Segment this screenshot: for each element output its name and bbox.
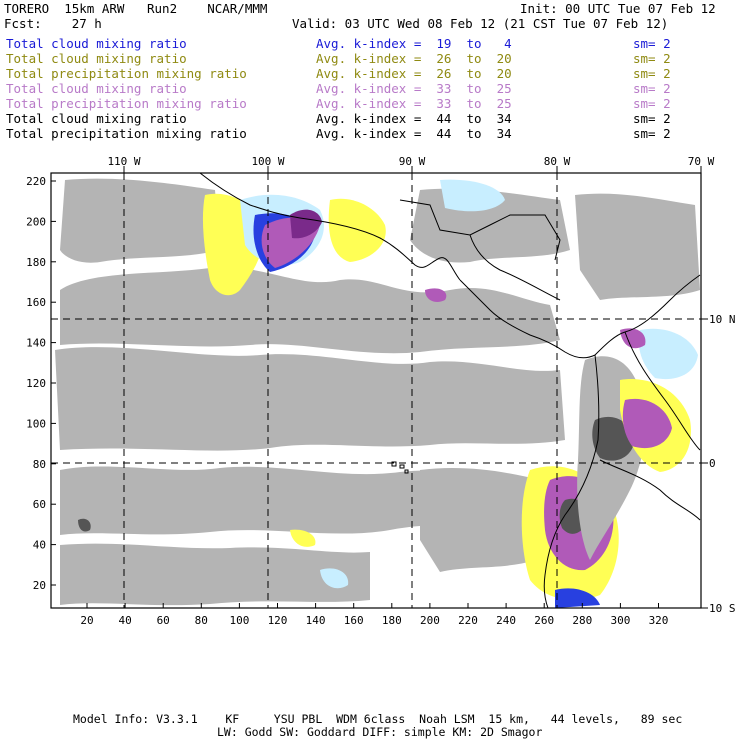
forecast-hour: Fcst: 27 h (4, 16, 102, 31)
bottom-tick-label: 240 (496, 614, 517, 627)
bottom-tick-label: 280 (572, 614, 593, 627)
bottom-tick-label: 180 (381, 614, 402, 627)
legend-k-index: Avg. k-index = 33 to 25 (316, 96, 512, 111)
bottom-tick-label: 120 (267, 614, 288, 627)
left-tick-label: 40 (32, 538, 46, 552)
legend-field-label: Total cloud mixing ratio (6, 36, 187, 51)
init-time: Init: 00 UTC Tue 07 Feb 12 (520, 1, 716, 16)
bottom-tick-label: 220 (458, 614, 478, 627)
right-tick-label: 10 S (709, 602, 736, 615)
left-tick-label: 60 (32, 498, 46, 512)
physics-info: LW: Godd SW: Goddard DIFF: simple KM: 2D Smagor (217, 725, 543, 739)
map-panel (0, 150, 740, 655)
right-tick-label: 0 (709, 457, 716, 470)
legend-smoothing: sm= 2 (633, 36, 671, 51)
bottom-tick-label: 20 (80, 614, 94, 627)
legend-smoothing: sm= 2 (633, 126, 671, 141)
left-tick-label: 220 (26, 175, 46, 188)
top-tick-label: 70 W (687, 155, 715, 168)
legend-smoothing: sm= 2 (633, 81, 671, 96)
legend-smoothing: sm= 2 (633, 111, 671, 126)
gray-cloud-patch-northwest (60, 179, 220, 263)
top-tick-label: 110 W (107, 155, 141, 168)
bottom-tick-label: 80 (194, 614, 208, 627)
bottom-tick-label: 200 (419, 614, 440, 627)
legend-field-label: Total precipitation mixing ratio (6, 96, 247, 111)
bottom-tick-label: 40 (118, 614, 132, 627)
top-tick-label: 80 W (543, 155, 571, 168)
left-tick-label: 180 (26, 255, 46, 269)
model-title: TORERO 15km ARW Run2 NCAR/MMM (4, 1, 268, 16)
legend-k-index: Avg. k-index = 26 to 20 (316, 66, 512, 81)
bottom-tick-label: 260 (534, 614, 555, 627)
legend-field-label: Total precipitation mixing ratio (6, 66, 247, 81)
left-tick-label: 20 (32, 579, 46, 592)
left-tick-label: 140 (26, 336, 46, 350)
legend-smoothing: sm= 2 (633, 66, 671, 81)
legend-k-index: Avg. k-index = 26 to 20 (316, 51, 512, 66)
legend-smoothing: sm= 2 (633, 51, 671, 66)
left-tick-label: 120 (26, 377, 46, 390)
top-tick-label: 100 W (251, 155, 285, 168)
bottom-tick-label: 320 (648, 614, 669, 627)
left-tick-label: 100 (26, 417, 46, 431)
bottom-tick-label: 160 (343, 614, 364, 627)
legend-field-label: Total precipitation mixing ratio (6, 126, 247, 141)
left-tick-label: 80 (32, 457, 46, 471)
legend-k-index: Avg. k-index = 19 to 4 (316, 36, 512, 51)
legend-k-index: Avg. k-index = 33 to 25 (316, 81, 512, 96)
bottom-tick-label: 60 (156, 614, 170, 627)
top-tick-label: 90 W (398, 155, 426, 168)
left-tick-label: 200 (26, 215, 46, 229)
bottom-tick-label: 140 (305, 614, 326, 627)
model-info: Model Info: V3.3.1 KF YSU PBL WDM 6class Noah LSM 15 km, 44 levels, 89 sec (73, 712, 683, 726)
right-tick-label: 10 N (709, 313, 736, 326)
left-tick-label: 160 (26, 296, 46, 310)
legend-k-index: Avg. k-index = 44 to 34 (316, 111, 512, 126)
legend-field-label: Total cloud mixing ratio (6, 111, 187, 126)
bottom-tick-label: 100 (229, 614, 250, 627)
bottom-tick-label: 300 (610, 614, 631, 627)
legend-field-label: Total cloud mixing ratio (6, 81, 187, 96)
legend-smoothing: sm= 2 (633, 96, 671, 111)
legend-field-label: Total cloud mixing ratio (6, 51, 187, 66)
legend-k-index: Avg. k-index = 44 to 34 (316, 126, 512, 141)
gray-cloud-patch-east (575, 194, 700, 300)
valid-time: Valid: 03 UTC Wed 08 Feb 12 (21 CST Tue 07 Feb 12) (292, 16, 669, 31)
